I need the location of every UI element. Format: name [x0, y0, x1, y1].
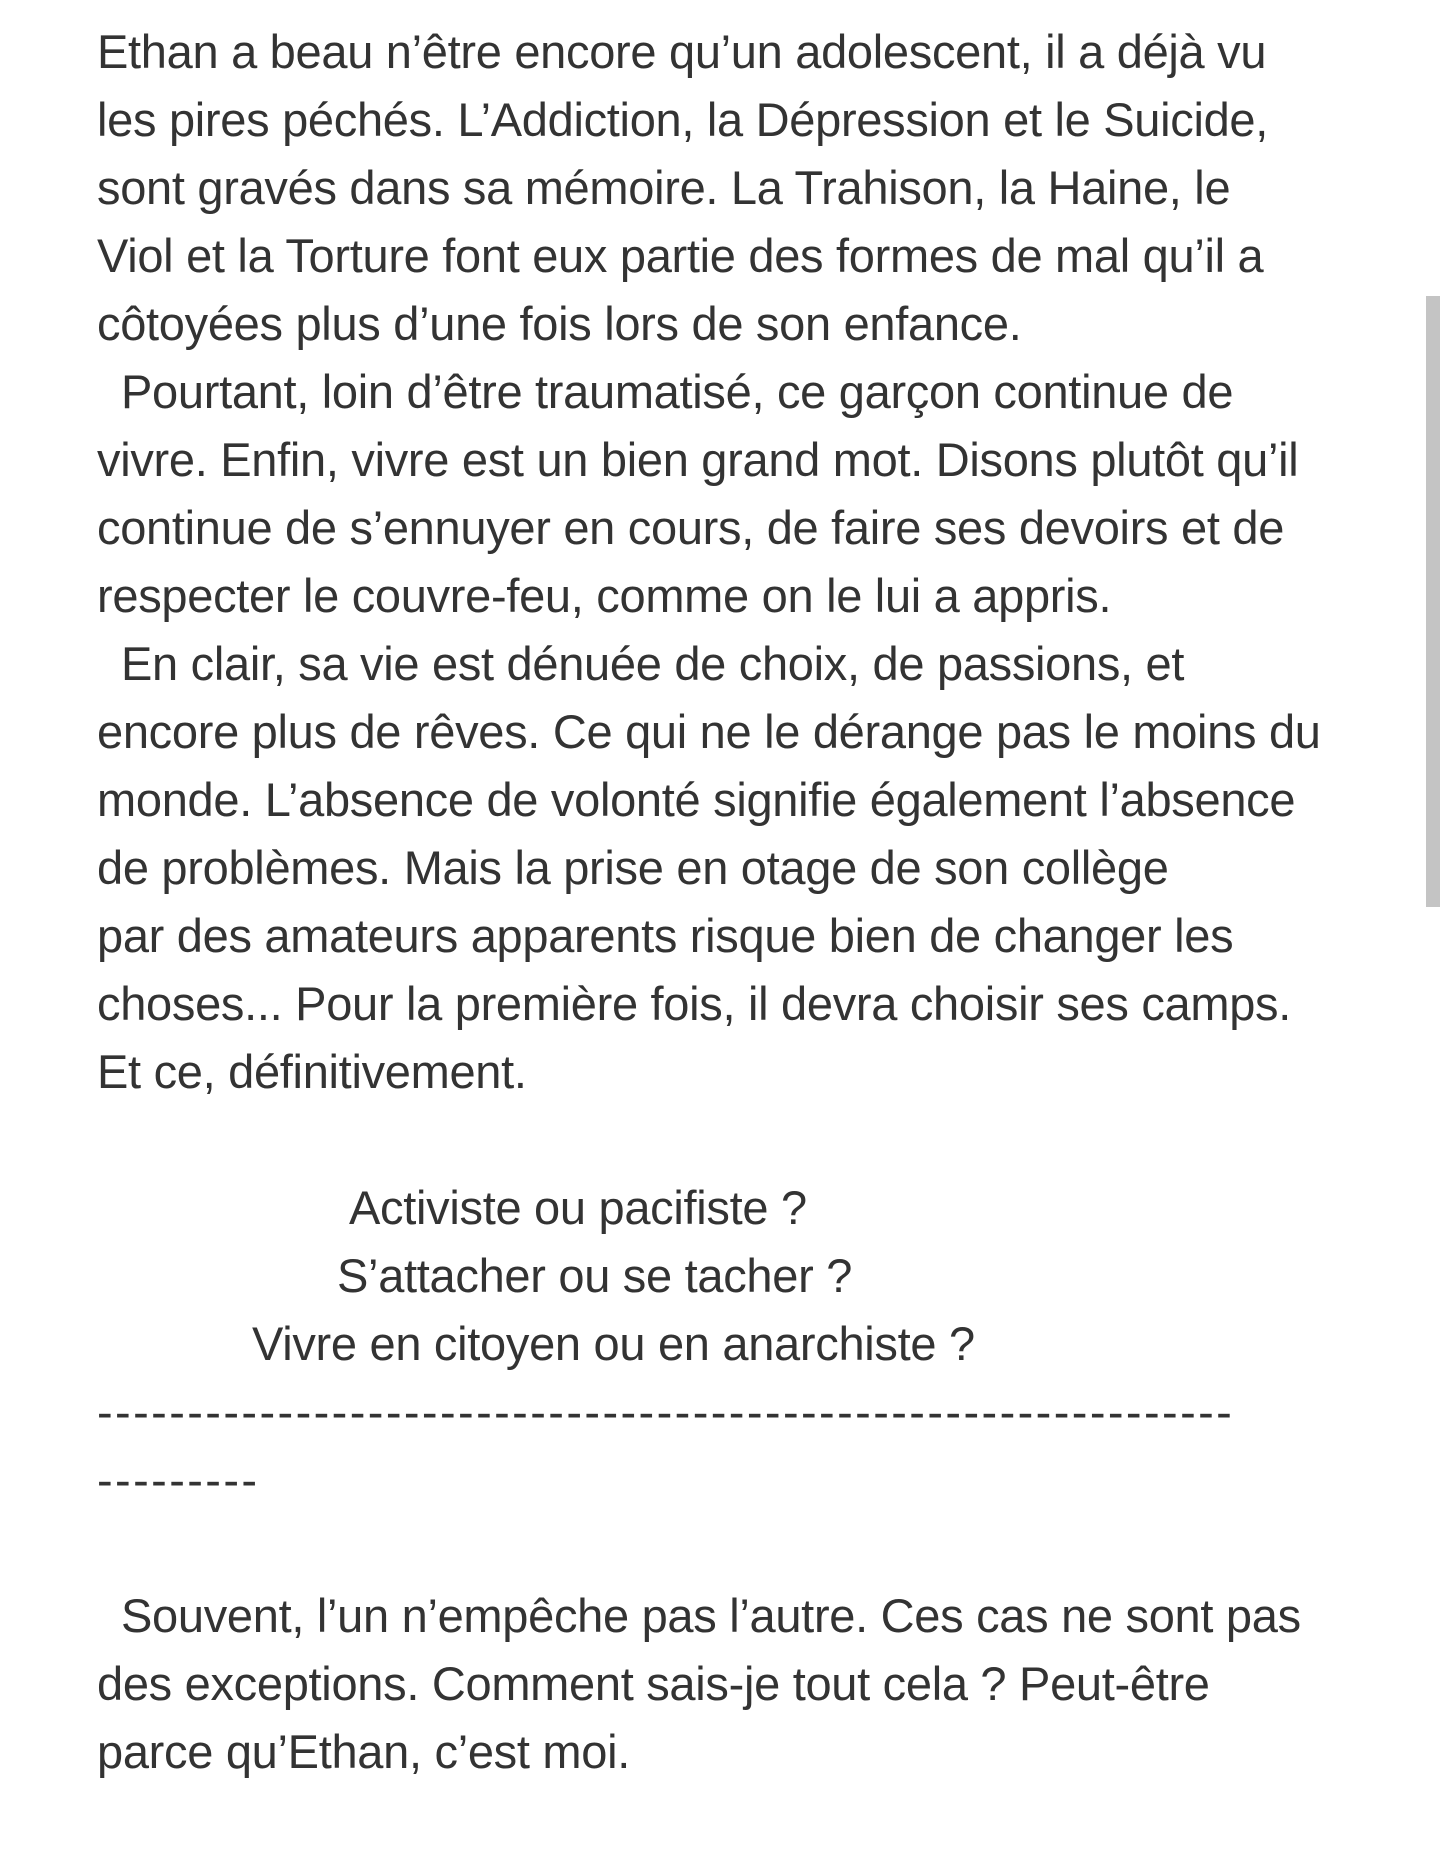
text-line: de problèmes. Mais la prise en otage de son collège	[97, 841, 1169, 894]
paragraph-intro	[97, 18, 1357, 358]
text-line: parce qu’Ethan, c’est moi.	[97, 1725, 630, 1778]
questions-block	[97, 1174, 1357, 1378]
text-line: encore plus de rêves. Ce qui ne le dérange pas le moins du	[97, 705, 1321, 758]
question-line: S’attacher ou se tacher ?	[337, 1249, 853, 1302]
text-line: continue de s’ennuyer en cours, de faire ses devoirs et de	[97, 501, 1285, 554]
text-line: Et ce, définitivement.	[97, 1045, 527, 1098]
paragraph-daily-life	[97, 358, 1357, 630]
text-line: des exceptions. Comment sais-je tout cela ? Peut-être	[97, 1657, 1210, 1710]
paragraph-hostage	[97, 630, 1357, 1106]
story-synopsis	[97, 18, 1357, 1786]
separator-line: ---------	[97, 1453, 260, 1506]
text-line: Viol et la Torture font eux partie des formes de mal qu’il a	[97, 229, 1264, 282]
question-line: Vivre en citoyen ou en anarchiste ?	[252, 1317, 975, 1370]
dashed-separator	[97, 1378, 1357, 1514]
question-line: Activiste ou pacifiste ?	[349, 1181, 807, 1234]
text-line: Ethan a beau n’être encore qu’un adolescent, il a déjà vu	[97, 25, 1267, 78]
text-line: côtoyées plus d’une fois lors de son enfance.	[97, 297, 1022, 350]
text-line: Pourtant, loin d’être traumatisé, ce garçon continue de	[121, 365, 1234, 418]
scrollbar-thumb[interactable]	[1426, 296, 1440, 907]
text-line: respecter le couvre-feu, comme on le lui a appris.	[97, 569, 1112, 622]
text-line: Souvent, l’un n’empêche pas l’autre. Ces cas ne sont pas	[121, 1589, 1301, 1642]
text-line: les pires péchés. L’Addiction, la Dépression et le Suicide,	[97, 93, 1269, 146]
text-line: En clair, sa vie est dénuée de choix, de passions, et	[121, 637, 1185, 690]
separator-line: ---------------------------------------------------------------	[97, 1385, 1235, 1438]
text-line: par des amateurs apparents risque bien de changer les	[97, 909, 1234, 962]
text-line: vivre. Enfin, vivre est un bien grand mot. Disons plutôt qu’il	[97, 433, 1299, 486]
text-line: monde. L’absence de volonté signifie également l’absence	[97, 773, 1296, 826]
text-line: sont gravés dans sa mémoire. La Trahison, la Haine, le	[97, 161, 1231, 214]
blank-line	[97, 1514, 1357, 1582]
paragraph-conclusion	[97, 1582, 1357, 1786]
blank-line	[97, 1106, 1357, 1174]
text-line: choses... Pour la première fois, il devra choisir ses camps.	[97, 977, 1292, 1030]
vertical-scrollbar[interactable]	[1422, 0, 1440, 1851]
